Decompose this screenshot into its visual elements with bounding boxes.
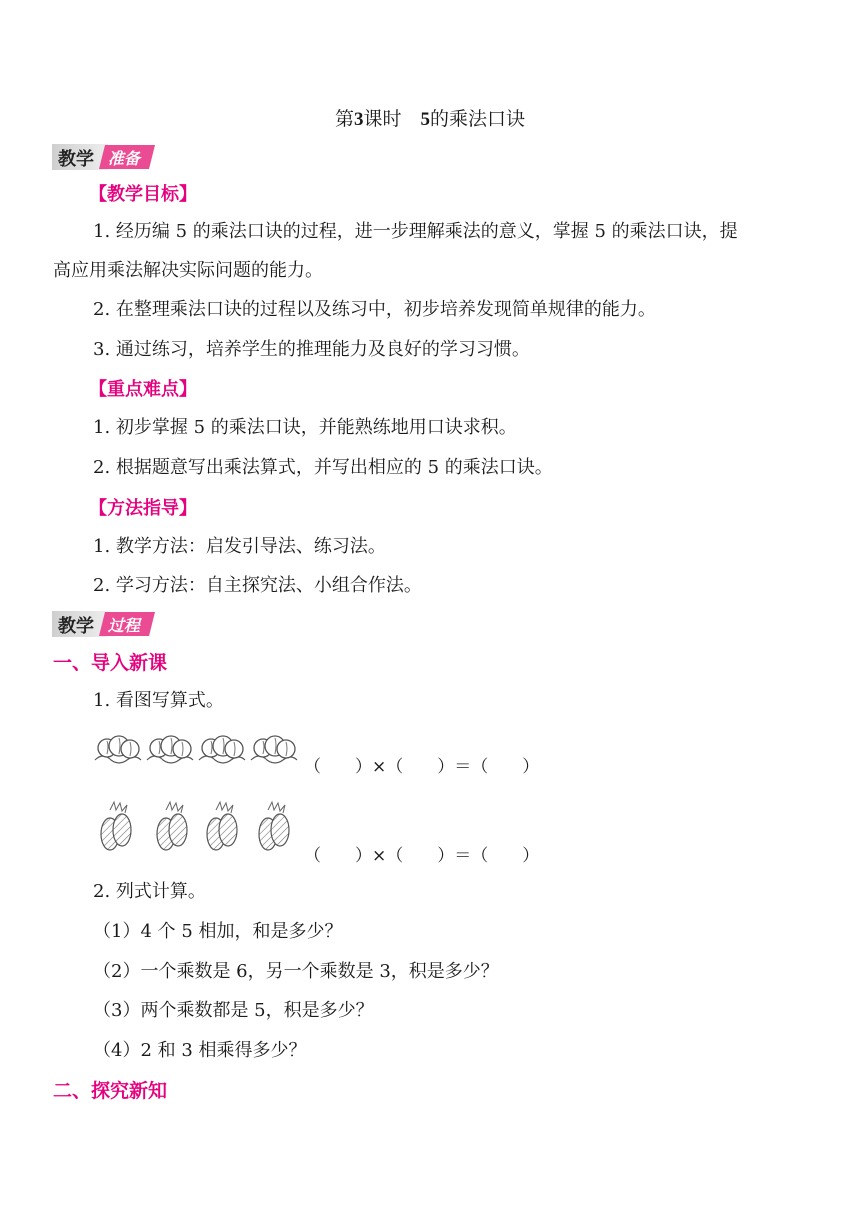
badge-tag: 过程 [107, 616, 140, 635]
question-2: 2. 列式计算。 [93, 881, 206, 902]
pineapple-pair-icon [157, 802, 187, 850]
sub-question-4: （4）2 和 3 相乘得多少？ [93, 1040, 307, 1061]
key-point-item-2: 2. 根据题意写出乘法算式，并写出相应的 5 的乘法口诀。 [93, 457, 553, 478]
method-item-2: 2. 学习方法：自主探究法、小组合作法。 [93, 575, 422, 596]
question-1: 1. 看图写算式。 [93, 690, 224, 711]
objective-item-3: 3. 通过练习，培养学生的推理能力及良好的学习习惯。 [93, 339, 530, 360]
pineapple-pair-icon [259, 802, 289, 850]
pineapple-pair-icon [101, 802, 131, 850]
key-points-heading: 【重点难点】 [89, 379, 197, 400]
objective-item-2: 2. 在整理乘法口诀的过程以及练习中，初步培养发现简单规律的能力。 [93, 299, 656, 320]
peach-bunch-row [93, 728, 303, 768]
peach-bunch-icon [147, 736, 193, 763]
equation-row-1[interactable]: （ ）×（ ）＝（ ） [304, 757, 540, 777]
equation-row-2[interactable]: （ ）×（ ）＝（ ） [304, 846, 540, 866]
pineapple-pair-icon [207, 802, 237, 850]
peach-bunch-icon [199, 736, 245, 763]
section-2-heading: 二、探究新知 [53, 1080, 168, 1102]
page-title: 第3课时 5的乘法口诀 [334, 108, 526, 130]
badge-label: 教学 [58, 616, 94, 637]
method-item-1: 1. 教学方法：启发引导法、练习法。 [93, 536, 386, 557]
section-1-heading: 一、导入新课 [53, 652, 168, 674]
badge-tag: 准备 [107, 149, 140, 168]
badge-label: 教学 [58, 149, 94, 170]
sub-question-2: （2）一个乘数是 6，另一个乘数是 3，积是多少？ [93, 961, 499, 982]
peach-bunch-icon [251, 736, 297, 763]
sub-question-3: （3）两个乘数都是 5，积是多少？ [93, 1000, 374, 1021]
peach-bunch-icon [95, 736, 141, 763]
objective-item-1-line-2: 高应用乘法解决实际问题的能力。 [53, 260, 323, 281]
sub-question-1: （1）4 个 5 相加，和是多少？ [93, 921, 343, 942]
methods-heading: 【方法指导】 [89, 498, 197, 519]
objectives-heading: 【教学目标】 [89, 184, 197, 205]
objective-item-1-line-1: 1. 经历编 5 的乘法口诀的过程，进一步理解乘法的意义，掌握 5 的乘法口诀，提 [93, 221, 738, 242]
pineapple-row [98, 798, 298, 854]
key-point-item-1: 1. 初步掌握 5 的乘法口诀，并能熟练地用口诀求积。 [93, 417, 517, 438]
